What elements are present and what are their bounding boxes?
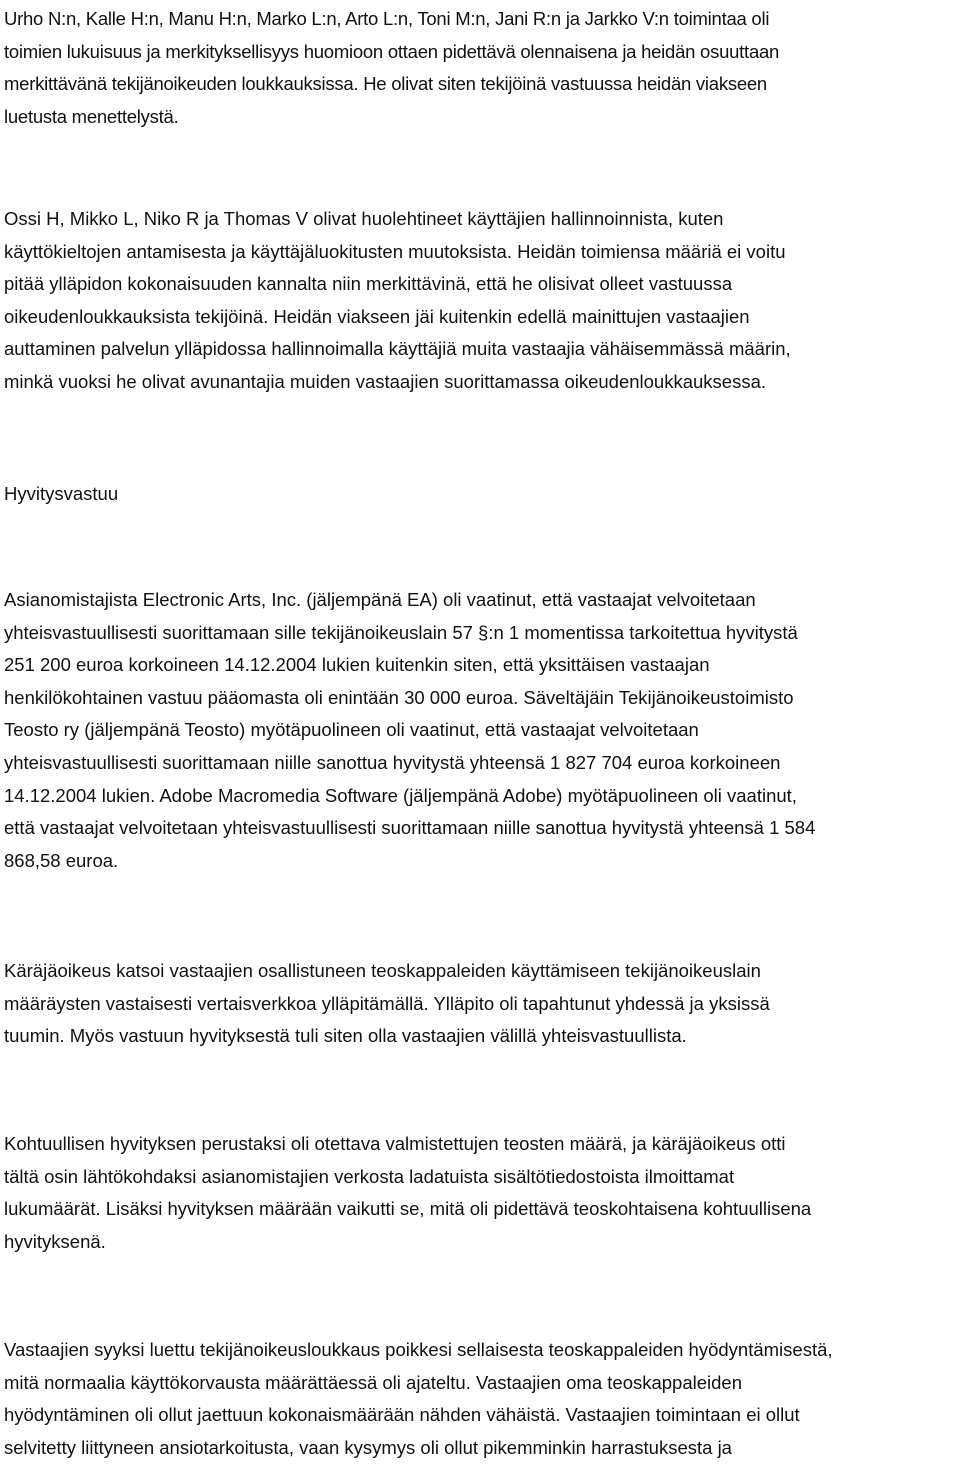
paragraph-perpetrators: Urho N:n, Kalle H:n, Manu H:n, Marko L:n, Arto L:n, Toni M:n, Jani R:n ja Jarkko V:n toimintaa oli toimien lukuisuus ja merkityksellisyys huomioon ottaen pidettävä olennaisena ja heidän osuuttaan merkittävänä tekijänoikeuden loukkauksissa. He olivat siten tekijöinä vastuussa heidän viakseen luetusta menettelystä.: [4, 8, 780, 127]
paragraph-accessories: Ossi H, Mikko L, Niko R ja Thomas V olivat huolehtineet käyttäjien hallinnoinnista, kuten käyttökieltojen antamisesta ja käyttäjäluokitusten muutoksista. Heidän toimiensa määriä ei voitu pitää ylläpidon kokonaisuuden kannalta niin merkittävinä, että he olisivat olleet vastuussa oikeudenloukkauksista tekijöinä. Heidän viakseen jäi kuitenkin edellä mainittujen vastaajien auttaminen palvelun ylläpidossa hallinnoimalla käyttäjiä muita vastaajia vähäisemmässä määrin, minkä vuoksi he olivat avunantajia muiden vastaajien suorittamassa oikeudenloukkauksessa.: [4, 208, 791, 392]
section-heading-hyvitysvastuu: Hyvitysvastuu: [4, 483, 119, 504]
paragraph-joint-liability: Käräjäoikeus katsoi vastaajien osallistuneen teoskappaleiden käyttämiseen tekijänoikeuslain määräysten vastaisesti vertaisverkkoa ylläpitämällä. Ylläpito oli tapahtunut yhdessä ja yksissä tuumin. Myös vastuun hyvityksestä tuli siten olla vastaajien välillä yhteisvastuullista.: [4, 960, 770, 1047]
paragraph-compensation-basis: Kohtuullisen hyvityksen perustaksi oli otettava valmistettujen teosten määrä, ja käräjäoikeus otti tältä osin lähtökohdaksi asianomistajien verkosta ladatuista sisältötiedostoista ilmoittamat lukumäärät. Lisäksi hyvityksen määrään vaikutti se, mitä oli pidettävä teoskohtaisena kohtuullisena hyvityksenä.: [4, 1133, 812, 1252]
paragraph-claims: Asianomistajista Electronic Arts, Inc. (jäljempänä EA) oli vaatinut, että vastaajat velvoitetaan yhteisvastuullisesti suorittamaan sille tekijänoikeuslain 57 §:n 1 momentissa tarkoitettua hyvitystä 251 200 euroa korkoineen 14.12.2004 lukien kuitenkin siten, että yksittäisen vastaajan henkilökohtainen vastuu pääomasta oli enintään 30 000 euroa. Säveltäjäin Tekijänoikeustoimisto Teosto ry (jäljempänä Teosto) myötäpuolineen oli vaatinut, että vastaajat velvoitetaan yhteisvastuullisesti suorittamaan niille sanottua hyvitystä yhteensä 1 827 704 euroa korkoineen 14.12.2004 lukien. Adobe Macromedia Software (jäljempänä Adobe) myötäpuolineen oli vaatinut, että vastaajat velvoitetaan yhteisvastuullisesti suorittamaan niille sanottua hyvitystä yhteensä 1 584 868,58 euroa.: [4, 589, 816, 871]
paragraph-infringement-nature: Vastaajien syyksi luettu tekijänoikeusloukkaus poikkesi sellaisesta teoskappaleiden hyödyntämisestä, mitä normaalia käyttökorvausta määrättäessä oli ajateltu. Vastaajien oma teoskappaleiden hyödyntäminen oli ollut jaettuun kokonaismäärään nähden vähäistä. Vastaajien toimintaan ei ollut selvitetty liittyneen ansiotarkoitusta, vaan kysymys oli ollut pikemminkin harrastuksesta ja: [4, 1339, 833, 1458]
